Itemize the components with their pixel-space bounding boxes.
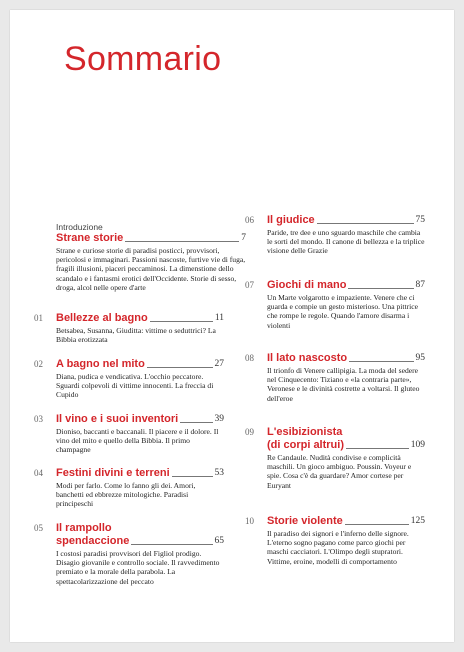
leader-line — [131, 544, 212, 545]
entry-title: Il vino e i suoi inventori — [56, 413, 179, 425]
entry-description: Il trionfo di Venere callipigia. La moda del sedere nel Cinquecento: Tiziano e «la contraria parte», Veronese e le divinità costrette a voltarsi. Il gluteo dell'eroe — [267, 366, 420, 403]
entry-title: Il rampollo spendaccione — [56, 522, 130, 547]
entry-description: I costosi paradisi provvisori del Figliol prodigo. Disagio giovanile e controllo sociale. Il ravvedimento premiato e la morale della parabola. La spettacolarizzazione del peccato — [56, 549, 220, 586]
toc-page — [10, 10, 454, 642]
toc-entry-01[interactable] — [34, 312, 224, 344]
leader-line — [150, 321, 213, 322]
page-number: 95 — [415, 353, 425, 363]
intro-label: Introduzione — [56, 222, 103, 232]
entry-description: Betsabea, Susanna, Giuditta: vittime o seduttrici? La Bibbia erotizzata — [56, 326, 216, 345]
entry-description: Re Candaule. Nudità condivise e complicità maschili. Un gioco ambiguo. Poussin. Voyeur e spie. Cosa c'è da guardare? Amor cortese per Euryant — [267, 453, 412, 490]
chapter-number: 01 — [34, 313, 43, 323]
chapter-number: 08 — [245, 353, 254, 363]
toc-entry-06[interactable] — [245, 214, 425, 256]
toc-entry-03[interactable] — [34, 413, 224, 455]
page-number: 27 — [214, 359, 224, 369]
entry-description: Modi per farlo. Come lo fanno gli dei. Amori, banchetti ed ebbrezze mitologiche. Paradisi principeschi — [56, 481, 196, 509]
leader-line — [346, 448, 409, 449]
chapter-number: 06 — [245, 215, 254, 225]
entry-title: Il giudice — [267, 214, 315, 226]
toc-entry-05[interactable] — [34, 522, 224, 586]
entry-title: L'esibizionista (di corpi altrui) — [267, 426, 344, 451]
leader-line — [317, 223, 414, 224]
entry-description: Dioniso, baccanti e baccanali. Il piacere e il dolore. Il vino del mito e quello della Bibbia. Il primo champagne — [56, 427, 219, 455]
leader-line — [348, 288, 413, 289]
leader-line — [345, 524, 409, 525]
entry-title: A bagno nel mito — [56, 358, 145, 370]
leader-line — [180, 422, 212, 423]
chapter-number: 07 — [245, 280, 254, 290]
leader-line — [349, 361, 413, 362]
entry-description: Paride, tre dee e uno sguardo maschile che cambia le sorti del mondo. Il canone di bellezza e la triplice visione delle Grazie — [267, 228, 425, 256]
entry-description: Diana, pudica e vendicativa. L'occhio peccatore. Sguardi colpevoli di vittime innocenti. La freccia di Cupido — [56, 372, 214, 400]
chapter-number: 04 — [34, 468, 43, 478]
toc-entry-intro[interactable] — [34, 222, 246, 292]
chapter-number: 05 — [34, 523, 43, 533]
chapter-number: 09 — [245, 427, 254, 437]
toc-entry-02[interactable] — [34, 358, 224, 400]
entry-description: Il paradiso dei signori e l'inferno delle signore. L'eterno sogno pagano come parco giochi per maschi cacciatori. L'Olimpo degli stupratori. Vittime, eroine, modelli di comportamento — [267, 529, 409, 566]
page-number: 11 — [214, 313, 224, 323]
page-number: 65 — [214, 536, 224, 546]
page-number: 53 — [214, 468, 224, 478]
entry-title: Bellezze al bagno — [56, 312, 148, 324]
entry-description: Strane e curiose storie di paradisi posticci, provvisori, pericolosi e immaginari. Passioni nascoste, furtive vie di fuga, fragili illusioni, piaceri peccaminosi. La dimenstione dello scandalo e i fantasmi erotici dell'Occidente. Storie di sesso, droga, alcol nelle opere d'arte — [56, 246, 246, 292]
entry-title: Storie violente — [267, 515, 343, 527]
toc-entry-08[interactable] — [245, 352, 425, 403]
toc-entry-04[interactable] — [34, 467, 224, 509]
toc-entry-07[interactable] — [245, 279, 425, 330]
entry-title: Strane storie — [56, 232, 124, 244]
chapter-number: 03 — [34, 414, 43, 424]
page-number: 109 — [410, 440, 425, 450]
leader-line — [172, 476, 213, 477]
entry-title: Festini divini e terreni — [56, 467, 170, 479]
leader-line — [125, 241, 239, 242]
chapter-number: 10 — [245, 516, 254, 526]
entry-description: Un Marte volgarotto e impaziente. Venere che ci guarda e compie un gesto misterioso. Una pittrice che rompe le regole. Quando l'amore disarma i violenti — [267, 293, 418, 330]
page-number: 75 — [415, 215, 425, 225]
page-title: Sommario — [64, 40, 222, 78]
leader-line — [147, 367, 213, 368]
page-number: 39 — [214, 414, 224, 424]
page-number: 7 — [241, 233, 246, 243]
page-number: 87 — [415, 280, 425, 290]
toc-entry-09[interactable] — [245, 426, 425, 490]
toc-entry-10[interactable] — [245, 515, 425, 566]
chapter-number: 02 — [34, 359, 43, 369]
page-number: 125 — [410, 516, 425, 526]
entry-title: Giochi di mano — [267, 279, 347, 291]
entry-title: Il lato nascosto — [267, 352, 348, 364]
